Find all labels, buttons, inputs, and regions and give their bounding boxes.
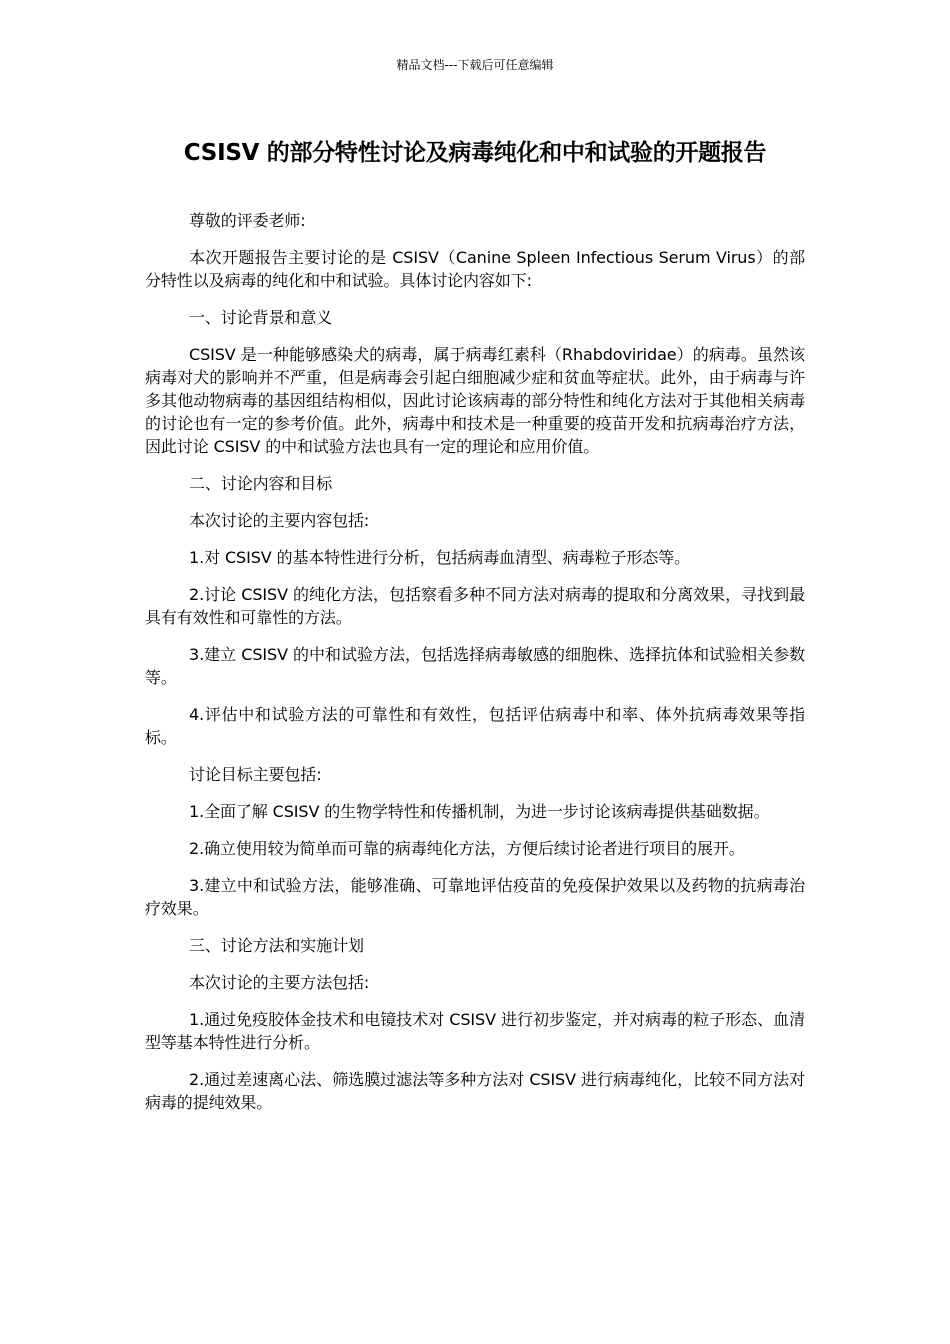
content-intro: 本次讨论的主要内容包括: [189, 511, 370, 530]
section-heading-background: 一、讨论背景和意义 [189, 308, 333, 327]
document-body [145, 209, 805, 1128]
content-item: 4.评估中和试验方法的可靠性和有效性，包括评估病毒中和率、体外抗病毒效果等指标。 [145, 705, 805, 747]
goal-item: 3.建立中和试验方法，能够准确、可靠地评估疫苗的免疫保护效果以及药物的抗病毒治疗效果。 [145, 876, 805, 918]
salutation: 尊敬的评委老师: [189, 211, 306, 230]
goal-item: 2.确立使用较为简单而可靠的病毒纯化方法，方便后续讨论者进行项目的展开。 [189, 839, 745, 858]
method-item: 1.通过免疫胶体金技术和电镜技术对 CSISV 进行初步鉴定，并对病毒的粒子形态、血清型等基本特性进行分析。 [145, 1010, 805, 1052]
section-heading-content: 二、讨论内容和目标 [189, 474, 333, 493]
goals-intro: 讨论目标主要包括: [189, 765, 322, 784]
document-title: CSISV 的部分特性讨论及病毒纯化和中和试验的开题报告 [183, 140, 767, 166]
content-item: 2.讨论 CSISV 的纯化方法，包括察看多种不同方法对病毒的提取和分离效果，寻找到最具有有效性和可靠性的方法。 [145, 585, 805, 627]
method-item: 2.通过差速离心法、筛选膜过滤法等多种方法对 CSISV 进行病毒纯化，比较不同方法对病毒的提纯效果。 [145, 1070, 805, 1112]
methods-intro: 本次讨论的主要方法包括: [189, 973, 370, 992]
goal-item: 1.全面了解 CSISV 的生物学特性和传播机制，为进一步讨论该病毒提供基础数据。 [189, 802, 770, 821]
section-heading-methods: 三、讨论方法和实施计划 [189, 936, 364, 955]
page-header: 精品文档---下载后可任意编辑 [396, 58, 554, 72]
content-item: 1.对 CSISV 的基本特性进行分析，包括病毒血清型、病毒粒子形态等。 [189, 548, 690, 567]
intro-paragraph: 本次开题报告主要讨论的是 CSISV（Canine Spleen Infectious Serum Virus）的部分特性以及病毒的纯化和中和试验。具体讨论内容如下: [145, 248, 805, 290]
content-item: 3.建立 CSISV 的中和试验方法，包括选择病毒敏感的细胞株、选择抗体和试验相关参数等。 [145, 645, 805, 687]
background-paragraph: CSISV 是一种能够感染犬的病毒，属于病毒红素科（Rhabdoviridae）的病毒。虽然该病毒对犬的影响并不严重，但是病毒会引起白细胞减少症和贫血等症状。此外，由于病毒与许多其他动物病毒的基因组结构相似，因此讨论该病毒的部分特性和纯化方法对于其他相关病毒的讨论也有一定的参考价值。此外，病毒中和技术是一种重要的疫苗开发和抗病毒治疗方法，因此讨论 CSISV 的中和试验方法也具有一定的理论和应用价值。 [145, 345, 805, 456]
